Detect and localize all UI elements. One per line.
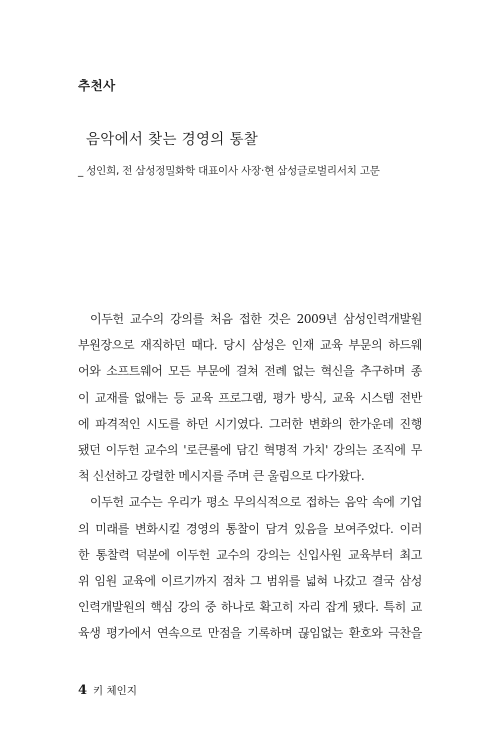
body-line: 어와 소프트웨어 모든 부문에 걸쳐 전례 없는 혁신을 추구하며 종 (78, 364, 422, 379)
section-label: 추천사 (78, 78, 116, 93)
book-title: 키 체인지 (93, 685, 137, 697)
body-line: 에 파격적인 시도를 하던 시기였다. 그러한 변화의 한가운데 진행 (78, 416, 422, 431)
article-title: 음악에서 찾는 경영의 통찰 (86, 132, 259, 148)
body-text (78, 306, 422, 646)
body-line: 위 임원 교육에 이르기까지 점차 그 범위를 넓혀 나갔고 결국 삼성 (78, 573, 422, 588)
body-line: 이두헌 교수는 우리가 평소 무의식적으로 접하는 음악 속에 기업 (90, 495, 422, 510)
body-line: 인력개발원의 핵심 강의 중 하나로 확고히 자리 잡게 됐다. 특히 교 (78, 600, 422, 615)
body-line: 육생 평가에서 연속으로 만점을 기록하며 끊임없는 환호와 극찬을 (78, 626, 422, 641)
article-byline: _ 성인희, 전 삼성정밀화학 대표이사 사장·현 삼성글로벌리서치 고문 (78, 165, 380, 177)
page-footer (78, 683, 137, 698)
body-line: 됐던 이두헌 교수의 '로큰롤에 담긴 혁명적 가치' 강의는 조직에 무 (78, 442, 422, 457)
body-line: 이 교재를 없애는 등 교육 프로그램, 평가 방식, 교육 시스템 전반 (78, 390, 422, 405)
page-number: 4 (78, 683, 88, 698)
body-line: 부원장으로 재직하던 때다. 당시 삼성은 인재 교육 부문의 하드웨 (78, 338, 422, 353)
body-line: 의 미래를 변화시킬 경영의 통찰이 담겨 있음을 보여주었다. 이러 (78, 521, 422, 536)
body-line: 척 신선하고 강렬한 메시지를 주며 큰 울림으로 다가왔다. (78, 469, 365, 484)
body-line: 한 통찰력 덕분에 이두헌 교수의 강의는 신입사원 교육부터 최고 (78, 547, 422, 562)
body-line: 이두헌 교수의 강의를 처음 접한 것은 2009년 삼성인력개발원 (90, 312, 422, 326)
